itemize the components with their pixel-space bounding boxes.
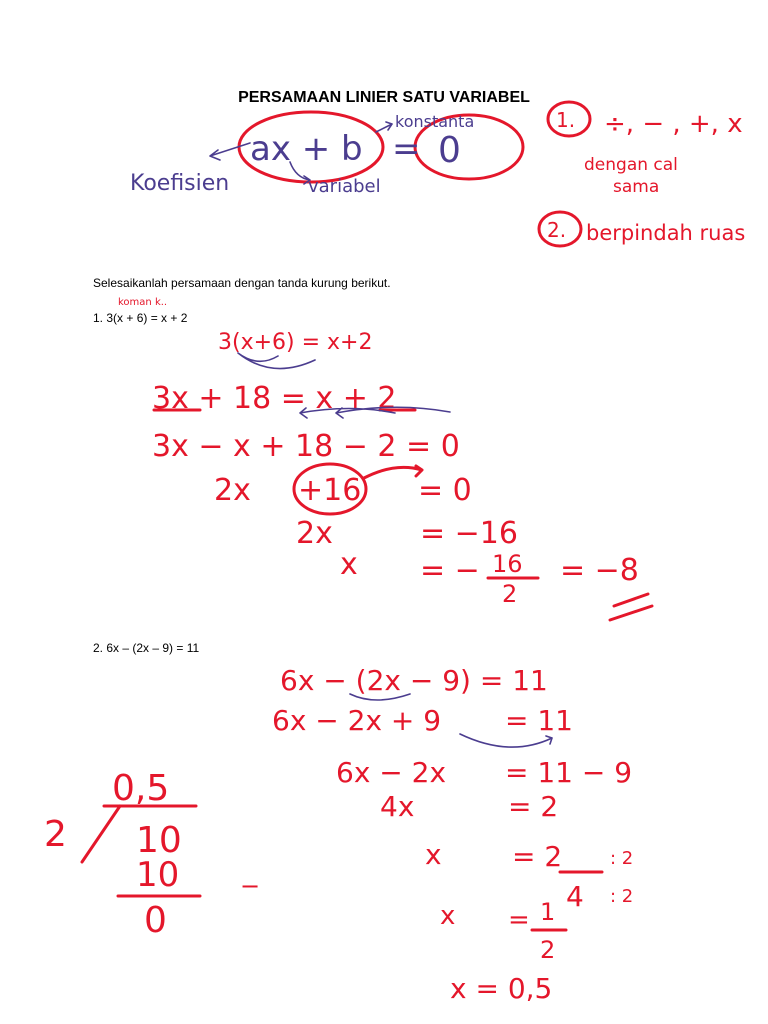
rule2-text: berpindah ruas [586,221,746,245]
form-equals: = [392,129,421,169]
p2-fraction-num: 1 [540,898,556,926]
p1-step-4-rhs: = 0 [418,473,472,508]
p1-step-2: 3x + 18 = x + 2 [152,381,397,416]
p1-step-3: 3x − x + 18 − 2 = 0 [152,429,460,464]
p1-step-5-rhs: = −16 [420,516,518,551]
form-lhs: ax + b [250,129,363,169]
rule2-number: 2. [547,218,567,242]
p2-answer: x = 0,5 [450,972,553,1005]
problem-2-label: 2. 6x – (2x – 9) = 11 [93,641,200,655]
p1-step-4-lhs: 2x [214,473,251,508]
p2-step-4-lhs: 4x [380,790,415,823]
koefisien-label: Koefisien [130,171,230,196]
small-note: koman k.. [118,297,168,308]
p2-step-6-lhs: x [440,901,456,931]
koefisien-arrow [210,143,250,160]
instruction-text: Selesaikanlah persamaan dengan tanda kurung berikut. [93,276,391,290]
p2-fraction-den: 2 [540,936,556,964]
p1-answer-mark [610,594,652,620]
rule1-note-b: sama [613,177,660,197]
p1-step-6-eq: = − [420,553,480,588]
p2-step-3-rhs: = 11 − 9 [505,756,633,789]
p2-step-3-lhs: 6x − 2x [336,756,447,789]
division-divisor: 2 [44,814,67,855]
p2-div-bottom: : 2 [610,886,634,907]
rule1-operations: ÷, − , +, x [604,109,743,139]
p1-fraction-num: 16 [492,550,523,578]
p1-answer: = −8 [560,553,639,588]
p2-step-1: 6x − (2x − 9) = 11 [280,664,548,697]
division-quotient: 0,5 [112,768,170,809]
rule1-note-a: dengan cal [584,155,678,175]
form-rhs: 0 [438,130,461,171]
p1-step-6-lhs: x [340,547,358,582]
konstanta-arrow [376,122,392,132]
p1-step-1: 3(x+6) = x+2 [218,330,373,355]
division-dividend: 10 [136,820,182,861]
p2-step-4-rhs: = 2 [508,790,559,823]
division-remainder: 0 [144,900,167,941]
division-product: 10 [136,855,180,895]
p1-fraction-den: 2 [502,580,518,608]
p2-step-5-lhs: x [425,838,442,871]
konstanta-label: konstanta [395,112,475,131]
division-minus: − [240,872,261,900]
problem-1-label: 1. 3(x + 6) = x + 2 [93,311,188,325]
variabel-label: variabel [308,176,381,197]
p2-step-5-rhs: = 2 [512,840,563,873]
p1-step-4-mid: +16 [298,473,362,508]
rule1-number: 1. [556,108,576,132]
p2-step-6-eq: = [508,905,530,935]
p1-distribute-arcs [238,353,315,369]
p2-step-5-den: 4 [566,880,584,913]
page-title: PERSAMAAN LINIER SATU VARIABEL [238,89,530,106]
division-bracket [82,806,120,862]
p2-step-2-lhs: 6x − 2x + 9 [272,704,442,737]
p2-div-top: : 2 [610,848,634,869]
p1-step-5-lhs: 2x [296,516,333,551]
p2-step-2-rhs: = 11 [505,704,573,737]
p1-circle-arrow [364,466,422,478]
